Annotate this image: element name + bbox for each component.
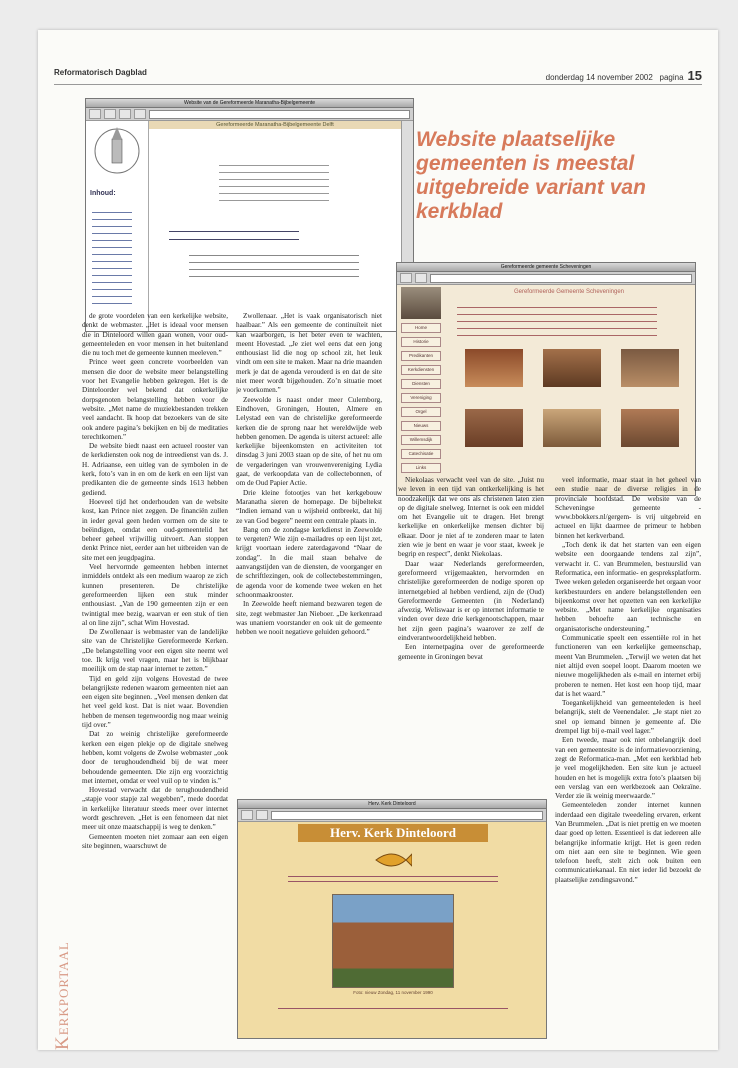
newspaper-name: Reformatorisch Dagblad xyxy=(54,68,147,77)
browser-titlebar: Gereformeerde gemeente Scheveningen xyxy=(397,263,695,272)
article-paragraph: Gemeenten moeten niet zomaar aan een eigen site beginnen, waarschuwt de xyxy=(82,832,228,850)
thumbnail xyxy=(543,349,601,387)
article-paragraph: veel informatie, maar staat in het geheel van een studie naar de diverse religies in de provinciale hoofdstad. De website van de Scheveningse gemeente -www.bbokkers.nl/gergem- is vrij uitgebreid en actueel en lijkt daarmee de primeur te hebben binnen het kerkverband. xyxy=(555,476,701,540)
article-paragraph: In Zeewolde heeft niemand bezwaren tegen de site, zegt webmaster Jan Nieboer. „De kerkenraad was unaniem voorstander en ook uit de gemeente hebben we nooit negatieve geluiden gehoord.” xyxy=(236,600,382,637)
site-title: Herv. Kerk Dinteloord xyxy=(298,824,488,842)
back-button xyxy=(241,810,253,820)
thumbnail xyxy=(621,349,679,387)
article-paragraph: Communicatie speelt een essentiële rol in het functioneren van een kerkelijke gemeenschap, meent Van Brummelen. „Terwijl we weten dat het niet altijd even soepel loopt. Daarom moeten we nieuwe mogelijkheden als e-mail en internet erbij proberen te nemen. Het kost een hoop tijd, maar dat is het waard.” xyxy=(555,634,701,698)
address-bar xyxy=(149,110,410,119)
article-paragraph: Dat zo weinig christelijke gereformeerde kerken een eigen plekje op de digitale snelweg hebben, komt volgens de Zwolse webmaster „ook door de terughoudendheid bij de wat meer behoudende gemeenten. Die zijn erg voorzichtig met internet, omdat er veel vuil op te vinden is.” xyxy=(82,730,228,785)
forward-button xyxy=(256,810,268,820)
nav-item: Diensten xyxy=(401,379,441,389)
intro-text xyxy=(457,303,657,337)
nav-item: Kerkdiensten xyxy=(401,365,441,375)
browser-titlebar: Herv. Kerk Dinteloord xyxy=(238,800,546,809)
site-sidebar xyxy=(86,121,149,331)
screenshot-dinteloord-site xyxy=(237,799,547,1039)
article-paragraph: Hovestad verwacht dat de terughoudendheid „stapje voor stapje zal wegebben”, mede doordat in kerkelijke literatuur steeds meer over internet wordt geschreven. „Het is een fenomeen dat niet meer uit onze maatschappij is weg te denken.” xyxy=(82,786,228,832)
article-paragraph: de grote voordelen van een kerkelijke website, denkt de webmaster. „Het is ideaal voor mensen die in Dinteloord willen gaan wonen, voor oud-gemeenteleden en voor mensen in het buitenland die nu toch met de gemeente kunnen meeleven.” xyxy=(82,312,228,358)
article-paragraph: Daar waar Nederlands gereformeerden, gereformeerd vrijgemaakten, hervormden en christelijke gereformeerden de nodige sporen op internetgebied al hebben verdiend, zijn de (Oud) Gereformeerde Gemeenten (in Nederland) afwezig. Weliswaar is er op internet informatie te vinden over deze drie kerkgenootschappen, maar het zijn geen pagina’s waarover ze zelf de eindverantwoordelijkheid hebben. xyxy=(398,559,544,643)
forward-button xyxy=(415,273,427,283)
photo-grid xyxy=(455,345,687,485)
article-paragraph: Een tweede, maar ook niet onbelangrijk doel van een gemeentesite is de informatievoorziening, zegt de Reformatica-man. „Met een kerkblad heb je veel mogelijkheden. Een site kun je actueel houden en het is mogelijk extra foto’s plaatsen bij een verslag van een werkbezoek aan Oekraïne. Verder zie ik weinig meerwaarde.” xyxy=(555,736,701,801)
sidebar-links xyxy=(92,209,132,309)
sidebar-heading: Inhoud: xyxy=(90,190,116,197)
article-paragraph: De website biedt naast een actueel rooster van de kerkdiensten ook nog de intreedienst van ds. J. H. Adriaanse, een uitleg van de symbolen in de kerk, foto’s van in en om de kerk en een lijst van predikanten die de gemeente sinds 1613 hebben gediend. xyxy=(82,442,228,497)
article-paragraph: Zeewolde is naast onder meer Culemborg, Eindhoven, Groningen, Houten, Almere en Lelystad een van de christelijke gereformeerde kerken die de sprong naar het wereldwijde web hebben genomen. De agenda is uiterst actueel: alle kerkelijke bijeenkomsten en activiteiten tot dinsdag 3 juni 2003 staan op de site, of het nu om de vergaderingen van vrouwenvereniging Lydia gaat, de verkoopdata van de collectebonnen, of om de Oud Papier Actie. xyxy=(236,395,382,488)
site-nav xyxy=(401,323,441,477)
church-photo xyxy=(332,894,454,988)
article-paragraph: „Toch denk ik dat het starten van een eigen website een doorgaande tendens zal zijn”, verwacht ir. C. van Brummelen, bestuurslid van Reformatica, een informatie- en gespreksplatform. Twee weken geleden organiseerde het orgaan voor kerkbestuurders en andere belangstellenden een bijeenkomst over het opzetten van een kerkelijke website. „Met name kerkelijke organisaties hebben behoefte aan technische en organisatorische ondersteuning.” xyxy=(555,541,701,633)
site-title: Gereformeerde Gemeente Scheveningen xyxy=(513,289,625,295)
article-paragraph: Drie kleine fotootjes van het kerkgebouw Maranatha sieren de homepage. De bijbeltekst “Indien iemand van u wijsheid ontbreekt, dat hij ze van God begere” neemt een centrale plaats in. xyxy=(236,488,382,525)
browser-toolbar xyxy=(397,272,695,285)
screenshot-maranatha-site xyxy=(85,98,414,332)
article-paragraph: Hoeveel tijd het onderhouden van de website kost, kan Prince niet zeggen. De financiën zullen in ieder geval geen heden vormen om de site te beëindigen, omdat een oud-gemeentelid het beheer geheel vrijwillig uitvoert. Aan stoppen denkt Prince niet, eerder aan het uitbreiden van de site met een jeugdpagina. xyxy=(82,497,228,562)
article-column-3 xyxy=(398,476,544,756)
nav-item: Vereniging xyxy=(401,393,441,403)
page-number: 15 xyxy=(687,68,702,83)
photo-caption: Foto: nieuw Zondag, 11 november 1990 xyxy=(353,990,433,995)
browser-toolbar xyxy=(238,809,546,822)
church-logo xyxy=(86,121,148,185)
content-links xyxy=(169,227,299,243)
thumbnail xyxy=(465,349,523,387)
article-paragraph: Tijd en geld zijn volgens Hovestad de twee belangrijkste redenen waarom gemeenten niet aan een eigen site beginnen. „Veel mensen denken dat het veel geld kost. Dat is niet waar. Bovendien hebben de mensen tegenwoordig nog maar weinig tijd over.” xyxy=(82,674,228,730)
article-column-2 xyxy=(236,312,382,742)
nav-item: Historie xyxy=(401,337,441,347)
nav-item: Nieuws xyxy=(401,421,441,431)
browser-titlebar: Website van de Gereformeerde Maranatha-Bijbelgemeente xyxy=(86,99,413,108)
church-photo xyxy=(401,287,441,319)
nav-item: Home xyxy=(401,323,441,333)
article-paragraph: Bang om de zondagse kerkdienst in Zeewolde te vergeten? Wie zijn e-mailadres op een lijst zet, krijgt voortaan iedere zaterdagavond “Naar de zondag”. In die mail staan behalve de aanvangstijden van de diensten, de voorganger en de schriftlezingen, ook de collectebestemmingen, de agenda voor de komende twee weken en het schoonmaakrooster. xyxy=(236,525,382,599)
reload-button xyxy=(119,109,131,119)
headline: Website plaatselijke gemeenten is meestal uitgebreide variant van kerkblad xyxy=(416,128,646,223)
bible-text-block xyxy=(219,161,329,207)
article-paragraph: Gemeenteleden zonder internet kunnen inderdaad een digitale tweedeling ervaren, erkent Van Brummelen. „Dat is niet prettig en we moeten daar goed op letten. Essentieel is dat iedereen alle belangrijke informatie krijgt. Het is geen reden om niet aan een site te beginnen. Wie geen telefoon heeft, stelt zich ook buiten een communicatiekanaal. En niet ieder lid bezoekt de plaatselijke zendingsavond.” xyxy=(555,801,701,884)
article-paragraph: Een internetpagina over de gereformeerde gemeente in Groningen bevat xyxy=(398,643,544,661)
nav-item: Willemsdijk xyxy=(401,435,441,445)
nav-item: Predikanten xyxy=(401,351,441,361)
back-button xyxy=(400,273,412,283)
page-date-line xyxy=(546,68,702,83)
screenshot-scheveningen-site xyxy=(396,262,696,496)
page-label: pagina xyxy=(659,73,684,82)
address-bar xyxy=(430,274,692,283)
fish-icon xyxy=(372,850,412,870)
issue-date: donderdag 14 november 2002 xyxy=(545,73,653,82)
footer-text xyxy=(278,1006,508,1012)
article-column-1 xyxy=(82,312,228,1012)
article-paragraph: Veel hervormde gemeenten hebben internet inmiddels ontdekt als een medium waarop ze zich kunnen presenteren. De christelijke gereformeerden lijken een stuk minder enthousiast. „Van de 190 gemeenten zijn er een twintigtal mee bezig, waarvan er een stuk of tien al on line zijn”, schat Wim Hovestad. xyxy=(82,563,228,627)
site-title: Gereformeerde Maranatha-Bijbelgemeente Delft xyxy=(149,121,401,129)
article-column-4 xyxy=(555,476,701,1020)
nav-item: Orgel xyxy=(401,407,441,417)
article-paragraph: De Zwollenaar is webmaster van de landelijke site van de Christelijke Gereformeerde Kerken. „De belangstelling voor een eigen site neemt wel toe. Ik krijg veel vragen, maar het is blijkbaar moeilijk om de stap naar internet te zetten.” xyxy=(82,628,228,674)
browser-toolbar xyxy=(86,108,413,121)
address-bar xyxy=(271,811,543,820)
header-rule xyxy=(54,84,702,85)
thumbnail xyxy=(465,409,523,447)
nav-item: Links xyxy=(401,463,441,473)
nav-item: Catechisatie xyxy=(401,449,441,459)
thumbnail xyxy=(543,409,601,447)
footer-text xyxy=(189,251,359,281)
site-content xyxy=(149,121,401,331)
back-button xyxy=(89,109,101,119)
welcome-text xyxy=(288,874,498,882)
article-paragraph: Niekolaas verwacht veel van de site. „Juist nu we leven in een tijd van ontkerkelijking is het noodzakelijk dat we ons als christenen laten zien op de digitale snelweg. Internet is ook een middel om het Evangelie uit te dragen. Het brengt kerkelijke en onkerkelijke mensen dichter bij elkaar. Door je niet af te zonderen maar te laten zien wie je bent en waar je voor staat, kweek je begrip en respect”, denkt Niekolaas. xyxy=(398,476,544,559)
section-tag: Kerkportaal xyxy=(52,941,73,1050)
article-paragraph: Zwollenaar. „Het is vaak organisatorisch niet haalbaar.” Als een gemeente de continuïteit niet kan waarborgen, is het beter even te wachten, meent Hovestad. „Je ziet wel eens dat een jong enthousiast lid die nog op school zit, het leuk vindt om een site te maken. Maar na drie maanden merk je dat de agenda verouderd is en dat de site niet meer wordt bijgehouden. Zo’n situatie moet je voorkomen.” xyxy=(236,312,382,395)
thumbnail xyxy=(621,409,679,447)
article-paragraph: Toegankelijkheid van gemeenteleden is heel belangrijk, stelt de Veenendaler. „Je stapt niet zo snel op iemand binnen je gemeente af. Die drempel ligt bij e-mail veel lager.” xyxy=(555,699,701,736)
forward-button xyxy=(104,109,116,119)
home-button xyxy=(134,109,146,119)
article-paragraph: Prince weet geen concrete voorbeelden van mensen die door de website meer belangstelling voor het Evangelie hebben gekregen. Het is de Dinteloorder wel bekend dat onkerkelijke dorpsgenoten belangstelling hebben voor de website. „Met name de muziekbestanden trekken veel aandacht. Ik hoop dat bezoekers van de site ook andere pagina’s bekijken en bij de meditaties terechtkomen.” xyxy=(82,358,228,441)
